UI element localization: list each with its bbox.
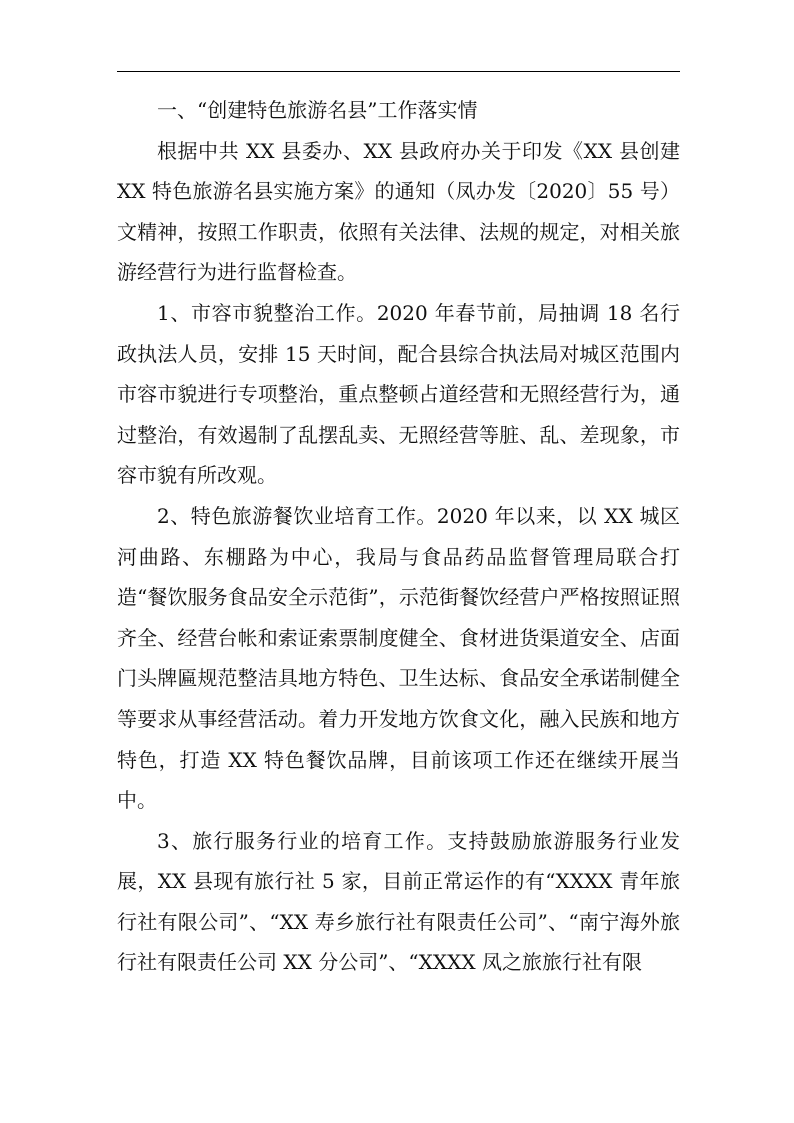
paragraph-intro: 根据中共 XX 县委办、XX 县政府办关于印发《XX 县创建 XX 特色旅游名县实施方案》的通知（凤办发〔2020〕55 号）文精神，按照工作职责，依照有关法律、法规的规定，对相关旅游经营行为进行监督检查。 bbox=[117, 138, 680, 285]
paragraph-item-2: 2、特色旅游餐饮业培育工作。2020 年以来，以 XX 城区河曲路、东棚路为中心，我局与食品药品监督管理局联合打造“餐饮服务食品安全示范街”，示范街餐饮经营户严格按照证照齐全、经营台帐和索证索票制度健全、食材进货渠道安全、店面门头牌匾规范整洁具地方特色、卫生达标、食品安全承诺制健全等要求从事经营活动。着力开发地方饮食文化，融入民族和地方特色，打造 XX 特色餐饮品牌，目前该项工作还在继续开展当中。 bbox=[117, 503, 680, 813]
section-heading: 一、“创建特色旅游名县”工作落实情 bbox=[157, 98, 478, 122]
paragraph-item-3: 3、旅行服务行业的培育工作。支持鼓励旅游服务行业发展，XX 县现有旅行社 5 家，目前正常运作的有“XXXX 青年旅行社有限公司”、“XX 寿乡旅行社有限责任公司”、“南宁海外旅行社有限责任公司 XX 分公司”、“XXXX 凤之旅旅行社有限 bbox=[117, 828, 680, 975]
document-body bbox=[117, 90, 680, 983]
paragraph-item-1: 1、市容市貌整治工作。2020 年春节前，局抽调 18 名行政执法人员，安排 15 天时间，配合县综合执法局对城区范围内市容市貌进行专项整治，重点整顿占道经营和无照经营行为，通过整治，有效遏制了乱摆乱卖、无照经营等脏、乱、差现象，市容市貌有所改观。 bbox=[117, 300, 680, 488]
header-rule bbox=[117, 71, 680, 72]
